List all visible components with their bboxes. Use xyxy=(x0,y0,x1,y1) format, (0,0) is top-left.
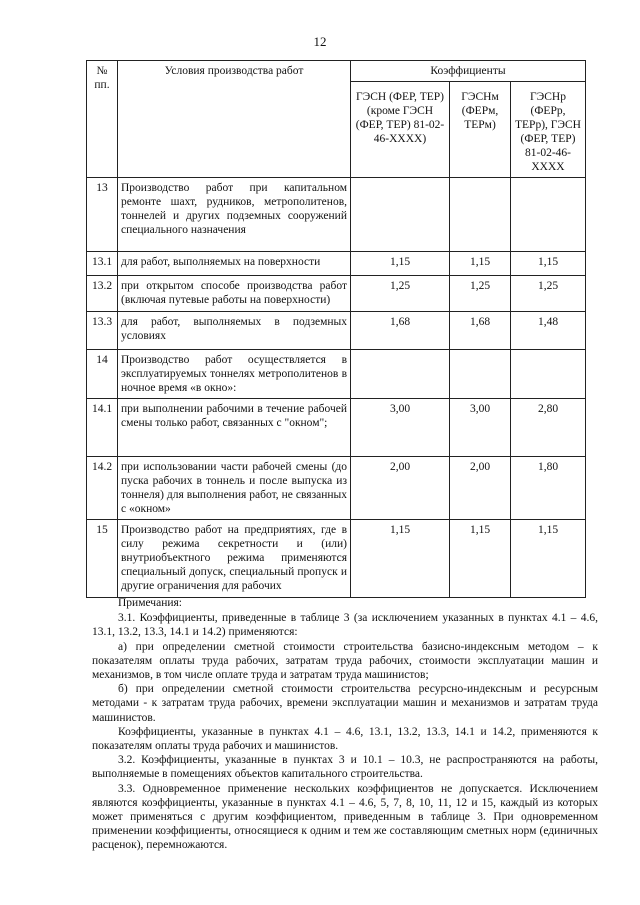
row-number: 13.3 xyxy=(87,312,118,350)
row-condition-text: Производство работ осуществляется в эксплуатируемых тоннелях метрополитенов в ночное время «в окно»: xyxy=(118,350,351,399)
table-row xyxy=(87,457,586,520)
coef-gesnm-value xyxy=(450,350,511,399)
note-paragraph: 3.1. Коэффициенты, приведенные в таблице 3 (за исключением указанных в пунктах 4.1 – 4.6, 13.1, 13.2, 13.3, 14.1 и 14.2) применяются: xyxy=(92,612,598,639)
table-header-row xyxy=(87,61,586,82)
coef-gesnm-value xyxy=(450,178,511,252)
table-row xyxy=(87,252,586,276)
coef-gesn-value xyxy=(351,178,450,252)
notes-title: Примечания: xyxy=(118,597,182,609)
note-paragraph: а) при определении сметной стоимости строительства базисно-индексным методом – к показателям оплаты труда рабочих, затратам труда рабочих, стоимости эксплуатации машин и механизмов, в том числе оплате труда и затратам труда машинистов; xyxy=(92,640,598,682)
header-conditions: Условия производства работ xyxy=(118,61,351,178)
coef-gesnr-value: 2,80 xyxy=(511,399,586,457)
row-number: 14.2 xyxy=(87,457,118,520)
coef-gesn-value: 1,25 xyxy=(351,276,450,312)
table-row xyxy=(87,276,586,312)
row-number: 15 xyxy=(87,520,118,598)
table-body xyxy=(87,178,586,598)
coef-gesnm-value: 3,00 xyxy=(450,399,511,457)
table-row xyxy=(87,312,586,350)
coef-gesnm-value: 1,15 xyxy=(450,252,511,276)
coef-gesnr-value: 1,15 xyxy=(511,520,586,598)
coef-gesn-value: 1,68 xyxy=(351,312,450,350)
coef-gesnr-value xyxy=(511,350,586,399)
coef-gesnm-value: 1,68 xyxy=(450,312,511,350)
row-condition-text: Производство работ на предприятиях, где в силу режима секретности и (или) внутриобъектного режима применяются специальный допуск, специальный пропуск и другие ограничения для рабочих xyxy=(118,520,351,598)
row-number: 13.1 xyxy=(87,252,118,276)
coef-gesn-value xyxy=(351,350,450,399)
table-row xyxy=(87,520,586,598)
row-condition-text: при выполнении рабочими в течение рабочей смены только работ, связанных с "окном"; xyxy=(118,399,351,457)
header-coefficients: Коэффициенты xyxy=(351,61,586,82)
coef-gesn-value: 2,00 xyxy=(351,457,450,520)
table-row xyxy=(87,399,586,457)
header-col-gesnm: ГЭСНм (ФЕРм, ТЕРм) xyxy=(450,82,511,178)
coef-gesnr-value xyxy=(511,178,586,252)
coef-gesnm-value: 1,15 xyxy=(450,520,511,598)
note-paragraph: 3.2. Коэффициенты, указанные в пунктах 3 и 10.1 – 10.3, не распространяются на работы, выполняемые в помещениях объектов капитального строительства. xyxy=(92,754,598,781)
table-row xyxy=(87,350,586,399)
header-col-gesn: ГЭСН (ФЕР, ТЕР) (кроме ГЭСН (ФЕР, ТЕР) 81-02-46-XXXX) xyxy=(351,82,450,178)
header-col-gesnr: ГЭСНр (ФЕРр, ТЕРр), ГЭСН (ФЕР, ТЕР) 81-02-46-XXXX xyxy=(511,82,586,178)
coef-gesnm-value: 1,25 xyxy=(450,276,511,312)
coef-gesn-value: 1,15 xyxy=(351,520,450,598)
row-condition-text: для работ, выполняемых на поверхности xyxy=(118,252,351,276)
coef-gesnr-value: 1,80 xyxy=(511,457,586,520)
notes-section xyxy=(92,596,598,853)
row-number: 13 xyxy=(87,178,118,252)
row-condition-text: при использовании части рабочей смены (до пуска рабочих в тоннель и после выпуска из тоннеля) для выполнения работ, не связанных с «окном» xyxy=(118,457,351,520)
row-condition-text: Производство работ при капитальном ремонте шахт, рудников, метрополитенов, тоннелей и других подземных сооружений специального назначения xyxy=(118,178,351,252)
note-paragraph: Коэффициенты, указанные в пунктах 4.1 – 4.6, 13.1, 13.2, 13.3, 14.1 и 14.2, применяются к показателям оплаты труда рабочих и машинистов. xyxy=(92,725,598,753)
row-number: 14 xyxy=(87,350,118,399)
row-number: 14.1 xyxy=(87,399,118,457)
note-paragraph: 3.3. Одновременное применение нескольких коэффициентов не допускается. Исключением являются коэффициенты, указанные в пунктах 4.1 – 4.6, 5, 7, 8, 10, 11, 12 и 15, каждый из которых может применяться с другим коэффициентом, приведенным в таблице 3. При одновременном применении коэффициенты, относящиеся к одним и тем же составляющим сметных норм (единичных расценок), перемножаются. xyxy=(92,782,598,852)
coefficients-table xyxy=(86,60,586,598)
header-num: № пп. xyxy=(87,61,118,178)
table-row xyxy=(87,178,586,252)
coef-gesn-value: 1,15 xyxy=(351,252,450,276)
page-number: 12 xyxy=(313,34,327,49)
row-condition-text: для работ, выполняемых в подземных условиях xyxy=(118,312,351,350)
coef-gesn-value: 3,00 xyxy=(351,399,450,457)
row-number: 13.2 xyxy=(87,276,118,312)
coef-gesnr-value: 1,15 xyxy=(511,252,586,276)
coef-gesnm-value: 2,00 xyxy=(450,457,511,520)
coef-gesnr-value: 1,25 xyxy=(511,276,586,312)
coef-gesnr-value: 1,48 xyxy=(511,312,586,350)
note-paragraph: б) при определении сметной стоимости строительства ресурсно-индексным и ресурсным методами - к затратам труда рабочих, времени эксплуатации машин и механизмов и затратам труда машинистов. xyxy=(92,683,598,724)
row-condition-text: при открытом способе производства работ (включая путевые работы на поверхности) xyxy=(118,276,351,312)
